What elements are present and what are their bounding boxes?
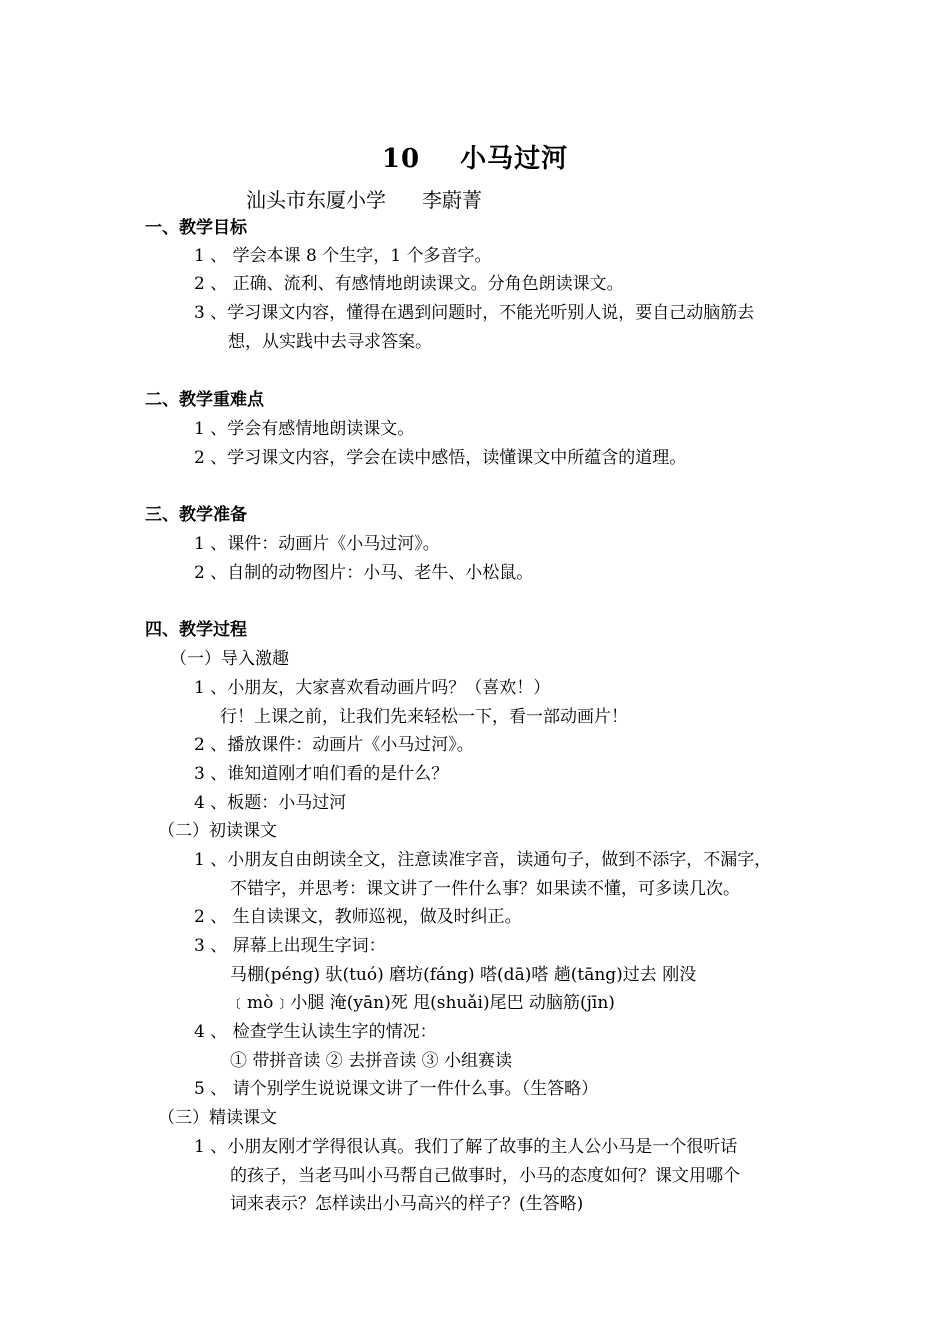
subsection-intro: （一）导入激趣 <box>170 649 289 669</box>
vocab-line: 马棚(péng) 驮(tuó) 磨坊(fáng) 嗒(dā)嗒 趟(tāng)过去 刚没 <box>230 965 697 985</box>
key-point-item: 2 、学习课文内容，学会在读中感悟，读懂课文中所蕴含的道理。 <box>194 448 687 468</box>
subsection-close-reading: （三）精读课文 <box>158 1108 277 1128</box>
author-school: 汕头市东厦小学 <box>246 188 386 212</box>
section-heading-preparation: 三、教学准备 <box>145 505 247 525</box>
goal-item: 3 、学习课文内容，懂得在遇到问题时，不能光听别人说，要自己动脑筋去 <box>194 303 755 323</box>
process-item-continued: 不错字，并思考：课文讲了一件什么事？如果读不懂，可多读几次。 <box>230 879 740 899</box>
goal-item: 2 、 正确、流利、有感情地朗读课文。分角色朗读课文。 <box>194 274 624 294</box>
preparation-item: 1 、课件：动画片《小马过河》。 <box>194 534 440 554</box>
process-item-continued: 行！上课之前，让我们先来轻松一下，看一部动画片！ <box>220 707 628 727</box>
process-item: 1 、小朋友，大家喜欢看动画片吗？（喜欢！） <box>194 678 551 698</box>
subsection-first-reading: （二）初读课文 <box>158 821 277 841</box>
process-item: 3 、 屏幕上出现生字词： <box>194 936 386 956</box>
process-item: 5 、 请个别学生说说课文讲了一件什么事。（生答略） <box>194 1079 599 1099</box>
goal-item-continued: 想，从实践中去寻求答案。 <box>228 332 432 352</box>
section-heading-process: 四、教学过程 <box>145 620 247 640</box>
process-item-continued: 词来表示？怎样读出小马高兴的样子？(生答略) <box>230 1194 584 1214</box>
section-heading-goals: 一、教学目标 <box>145 218 247 238</box>
process-item: 2 、播放课件：动画片《小马过河》。 <box>194 735 474 755</box>
key-point-item: 1 、学会有感情地朗读课文。 <box>194 419 415 439</box>
process-item: 4 、 检查学生认读生字的情况： <box>194 1022 437 1042</box>
author-name: 李蔚菁 <box>422 188 482 212</box>
process-item: 3 、谁知道刚才咱们看的是什么？ <box>194 764 449 784</box>
lesson-number: 10 <box>381 144 421 174</box>
process-item-continued: 的孩子，当老马叫小马帮自己做事时，小马的态度如何？课文用哪个 <box>230 1166 740 1186</box>
preparation-item: 2 、自制的动物图片：小马、老牛、小松鼠。 <box>194 563 534 583</box>
vocab-line: ﹝mò﹞小腿 淹(yān)死 甩(shuǎi)尾巴 动脑筋(jīn) <box>230 993 615 1013</box>
page-title <box>0 138 950 175</box>
author-line <box>246 184 482 213</box>
process-item: 2 、 生自读课文，教师巡视，做及时纠正。 <box>194 907 522 927</box>
process-item: 4 、板题：小马过河 <box>194 793 347 813</box>
section-heading-key-points: 二、教学重难点 <box>145 390 264 410</box>
reading-methods: ① 带拼音读 ② 去拼音读 ③ 小组赛读 <box>230 1051 513 1071</box>
process-item: 1 、小朋友自由朗读全文，注意读准字音，读通句子，做到不添字，不漏字， <box>194 850 772 870</box>
process-item: 1 、小朋友刚才学得很认真。我们了解了故事的主人公小马是一个很听话 <box>194 1137 738 1157</box>
goal-item: 1 、 学会本课 8 个生字，1 个多音字。 <box>194 246 492 266</box>
lesson-title: 小马过河 <box>460 144 569 174</box>
